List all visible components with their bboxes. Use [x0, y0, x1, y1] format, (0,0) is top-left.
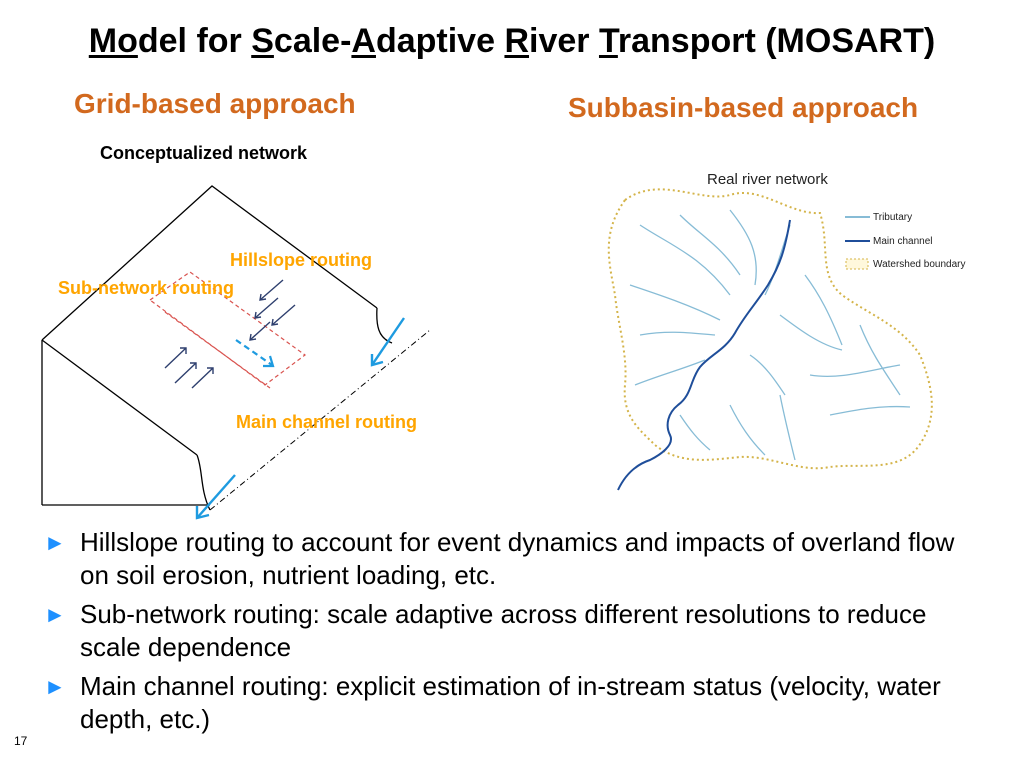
title-text-part: iver	[529, 22, 599, 60]
bullet-arrow-icon: ►	[44, 530, 66, 555]
bullet-arrow-icon: ►	[44, 602, 66, 627]
subbasin-approach-heading: Subbasin-based approach	[568, 92, 919, 123]
conceptual-network-diagram	[0, 160, 480, 530]
hillslope-routing-label: Hillslope routing	[230, 250, 372, 270]
slide-title	[0, 22, 1024, 61]
grid-approach-heading: Grid-based approach	[74, 88, 356, 119]
title-acronym-letter: S	[251, 22, 274, 60]
bullet-text: Hillslope routing to account for event dynamics and impacts of overland flow on soil erosion, nutrient loading, etc.	[80, 527, 955, 590]
bullet-text: Sub-network routing: scale adaptive across different resolutions to reduce scale dependence	[80, 599, 927, 662]
bullet-item	[44, 526, 974, 592]
bullet-list	[44, 526, 974, 742]
title-text-part: del for	[137, 22, 252, 60]
tributaries	[630, 210, 913, 460]
main-channel-routing-label: Main channel routing	[236, 412, 418, 432]
real-river-network-map	[580, 155, 1000, 505]
legend-watershed-label: Watershed boundary	[873, 259, 966, 270]
bullet-arrow-icon: ►	[44, 674, 66, 699]
subnetwork-routing-label: Sub-network routing	[58, 278, 234, 298]
title-text-part: cale-	[273, 22, 352, 60]
title-acronym-letter: R	[504, 22, 530, 60]
title-acronym-letter: T	[598, 22, 618, 60]
grid-block-outline	[42, 186, 392, 510]
real-river-network-title: Real river network	[707, 171, 828, 188]
legend-watershed-swatch	[846, 259, 868, 269]
conceptualized-network-label: Conceptualized network	[100, 143, 308, 163]
watershed-boundary	[609, 189, 932, 468]
title-acronym-letter: Mo	[88, 22, 138, 60]
bullet-item	[44, 598, 974, 664]
bullet-text: Main channel routing: explicit estimation of in-stream status (velocity, water depth, etc.)	[80, 671, 941, 734]
title-text-part: ransport (MOSART)	[617, 22, 936, 60]
title-text-part: daptive	[375, 22, 505, 60]
legend-main-channel-label: Main channel	[873, 236, 933, 247]
legend-tributary-label: Tributary	[873, 212, 913, 223]
subnetwork-arrows	[165, 348, 213, 388]
main-channel	[618, 220, 790, 490]
subnetwork-flow-arrow	[236, 340, 273, 366]
page-number: 17	[14, 734, 28, 748]
bullet-item	[44, 670, 974, 736]
title-acronym-letter: A	[351, 22, 376, 60]
